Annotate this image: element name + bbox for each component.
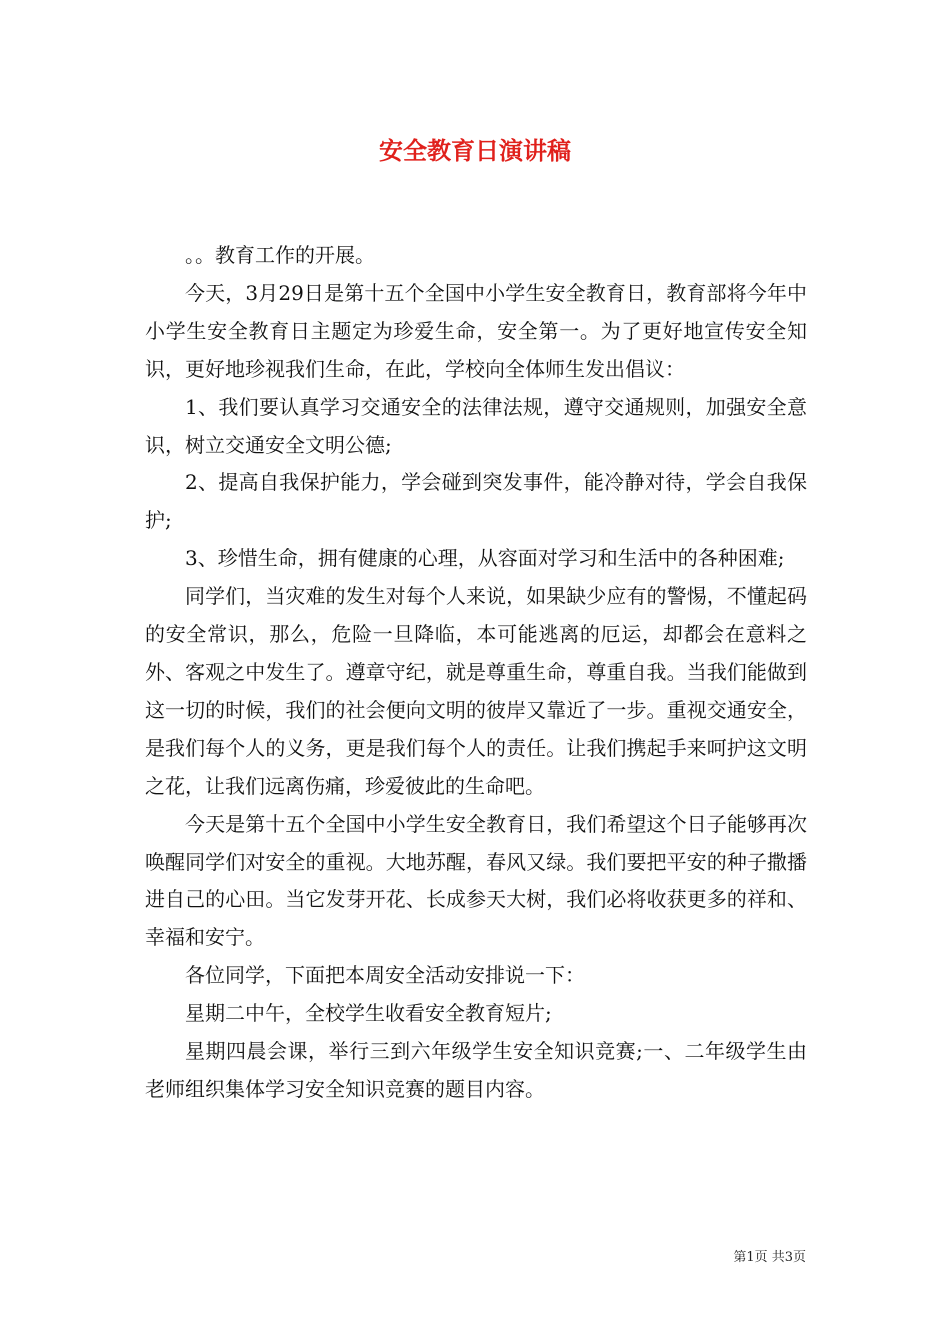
paragraph-proposal-1: 1、我们要认真学习交通安全的法律法规，遵守交通规则，加强安全意识，树立交通安全文明公德; <box>145 394 807 457</box>
document-body <box>145 237 807 1109</box>
paragraph-education-day: 今天，3月29日是第十五个全国中小学生安全教育日，教育部将今年中小学生安全教育日主题定为珍爱生命，安全第一。为了更好地宣传安全知识，更好地珍视我们生命，在此，学校向全体师生发出倡议： <box>145 280 807 381</box>
paragraph-hope: 今天是第十五个全国中小学生安全教育日，我们希望这个日子能够再次唤醒同学们对安全的重视。大地苏醒，春风又绿。我们要把平安的种子撒播进自己的心田。当它发芽开花、长成参天大树，我们必将收获更多的祥和、幸福和安宁。 <box>145 811 807 950</box>
paragraph-schedule-tuesday: 星期二中午，全校学生收看安全教育短片; <box>185 1001 552 1026</box>
paragraph-proposal-3: 3、珍惜生命，拥有健康的心理，从容面对学习和生活中的各种困难; <box>185 546 785 571</box>
page-number: 第1页 共3页 <box>733 1250 806 1265</box>
paragraph-intro: 。。教育工作的开展。 <box>185 243 375 267</box>
document-title: 安全教育日演讲稿 <box>379 137 571 165</box>
paragraph-classmates: 同学们，当灾难的发生对每个人来说，如果缺少应有的警惕，不懂起码的安全常识，那么，危险一旦降临，本可能逃离的厄运，却都会在意料之外、客观之中发生了。遵章守纪，就是尊重生命，尊重自我。当我们能做到这一切的时候，我们的社会便向文明的彼岸又靠近了一步。重视交通安全，是我们每个人的义务，更是我们每个人的责任。让我们携起手来呵护这文明之花，让我们远离伤痛，珍爱彼此的生命吧。 <box>145 584 807 798</box>
paragraph-proposal-2: 2、提高自我保护能力，学会碰到突发事件，能冷静对待，学会自我保护; <box>145 470 807 533</box>
paragraph-schedule-thursday: 星期四晨会课，举行三到六年级学生安全知识竞赛;一、二年级学生由老师组织集体学习安全知识竞赛的题目内容。 <box>145 1039 807 1101</box>
paragraph-schedule-intro: 各位同学，下面把本周安全活动安排说一下： <box>185 963 585 988</box>
